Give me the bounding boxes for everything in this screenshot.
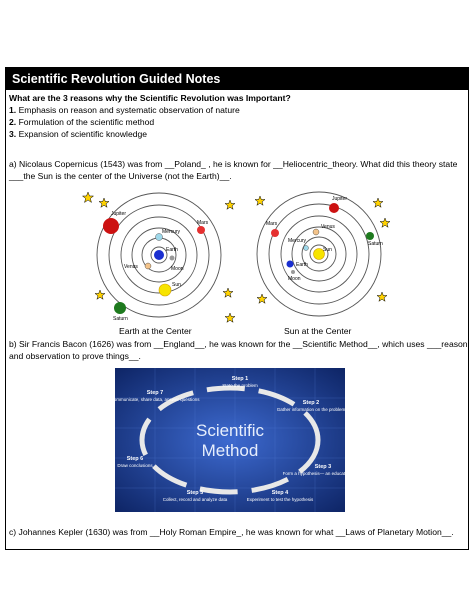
bacon-line-2: and observation to prove things__.	[9, 351, 141, 361]
geo-label-saturn: Saturn	[113, 316, 128, 322]
reason-3-num: 3.	[9, 129, 17, 139]
mars-icon	[271, 229, 279, 237]
sm-step-2-desc: Gather information on the problem	[276, 407, 346, 412]
heliocentric-diagram	[250, 188, 410, 338]
geocentric-diagram	[80, 188, 240, 338]
saturn-icon	[114, 302, 126, 314]
reason-1-text: Emphasis on reason and systematic observation of nature	[18, 105, 240, 115]
jupiter-icon	[329, 203, 339, 213]
helio-label-venus: Venus	[321, 224, 335, 230]
sm-title-1: Scientific	[195, 421, 265, 440]
reason-2	[9, 117, 154, 128]
earth-icon	[287, 261, 294, 268]
geo-label-sun: Sun	[172, 282, 181, 288]
bacon-line-1: b) Sir Francis Bacon (1626) was from __England__, he was known for the __Scientific Method__, which uses ___reason	[9, 339, 468, 349]
helio-label-earth: Earth	[296, 262, 308, 268]
saturn-icon	[366, 232, 374, 240]
reason-1	[9, 105, 240, 116]
reason-2-text: Formulation of the scientific method	[18, 117, 155, 127]
jupiter-icon	[103, 218, 119, 234]
scientific-method-graphic	[110, 368, 364, 512]
sm-step-6-name: Step 6	[126, 456, 144, 462]
sm-step-1-name: Step 1	[231, 376, 249, 382]
kepler-line: c) Johannes Kepler (1630) was from __Holy Roman Empire_, he was known for what __Laws of Planetary Motion__.	[9, 527, 454, 537]
reason-3-text: Expansion of scientific knowledge	[18, 129, 148, 139]
reason-2-num: 2.	[9, 117, 17, 127]
question-text: What are the 3 reasons why the Scientific Revolution was Important?	[9, 93, 291, 103]
mars-icon	[197, 226, 205, 234]
helio-label-mars: Mars	[266, 221, 278, 227]
mercury-icon	[304, 246, 309, 251]
sm-step-2-name: Step 2	[302, 400, 320, 406]
sm-title-2: Method	[201, 441, 259, 460]
reason-1-num: 1.	[9, 105, 17, 115]
sm-step-7-name: Step 7	[146, 390, 164, 396]
earth-icon	[154, 250, 164, 260]
geo-label-earth: Earth	[166, 247, 178, 253]
sm-step-1-desc: State the problem	[222, 383, 258, 388]
copernicus-line-2: ___the Sun is the center of the Universe (not the Earth)__.	[9, 171, 232, 181]
page-title: Scientific Revolution Guided Notes	[6, 68, 468, 90]
geo-label-venus: Venus	[124, 264, 138, 270]
helio-label-jupiter: Jupiter	[332, 196, 348, 202]
sm-step-3-name: Step 3	[314, 464, 332, 470]
copernicus-line-1: a) Nicolaus Copernicus (1543) was from __Poland_ , he is known for __Heliocentric_theory. What did this theory state	[9, 159, 458, 169]
sm-step-4-desc: Experiment to test the hypothesis	[246, 497, 314, 502]
helio-label-mercury: Mercury	[288, 238, 307, 244]
sun-icon	[159, 284, 171, 296]
sm-step-6-desc: Draw conclusions	[117, 463, 153, 468]
helio-label-moon: Moon	[288, 276, 301, 282]
helio-label-sun: Sun	[323, 247, 332, 253]
moon-icon	[170, 256, 175, 261]
sm-step-5-name: Step 5	[186, 490, 204, 496]
geo-label-jupiter: Jupiter	[111, 211, 127, 217]
reason-3	[9, 129, 147, 140]
geo-label-mercury: Mercury	[162, 229, 181, 235]
geo-label-moon: Moon	[171, 266, 184, 272]
venus-icon	[313, 229, 319, 235]
geo-caption: Earth at the Center	[119, 326, 192, 336]
helio-label-saturn: Saturn	[368, 241, 383, 247]
sm-step-4-name: Step 4	[271, 490, 289, 496]
helio-caption: Sun at the Center	[284, 326, 352, 336]
sm-step-5-desc: Collect, record and analyze data	[162, 497, 228, 502]
venus-icon	[145, 263, 151, 269]
moon-icon	[291, 270, 295, 274]
sm-step-3-desc: Form a hypothesis— an educated guess	[282, 471, 364, 476]
sm-step-7-desc: Communicate, share data, answer questions	[110, 397, 200, 402]
geo-label-mars: Mars	[197, 220, 209, 226]
